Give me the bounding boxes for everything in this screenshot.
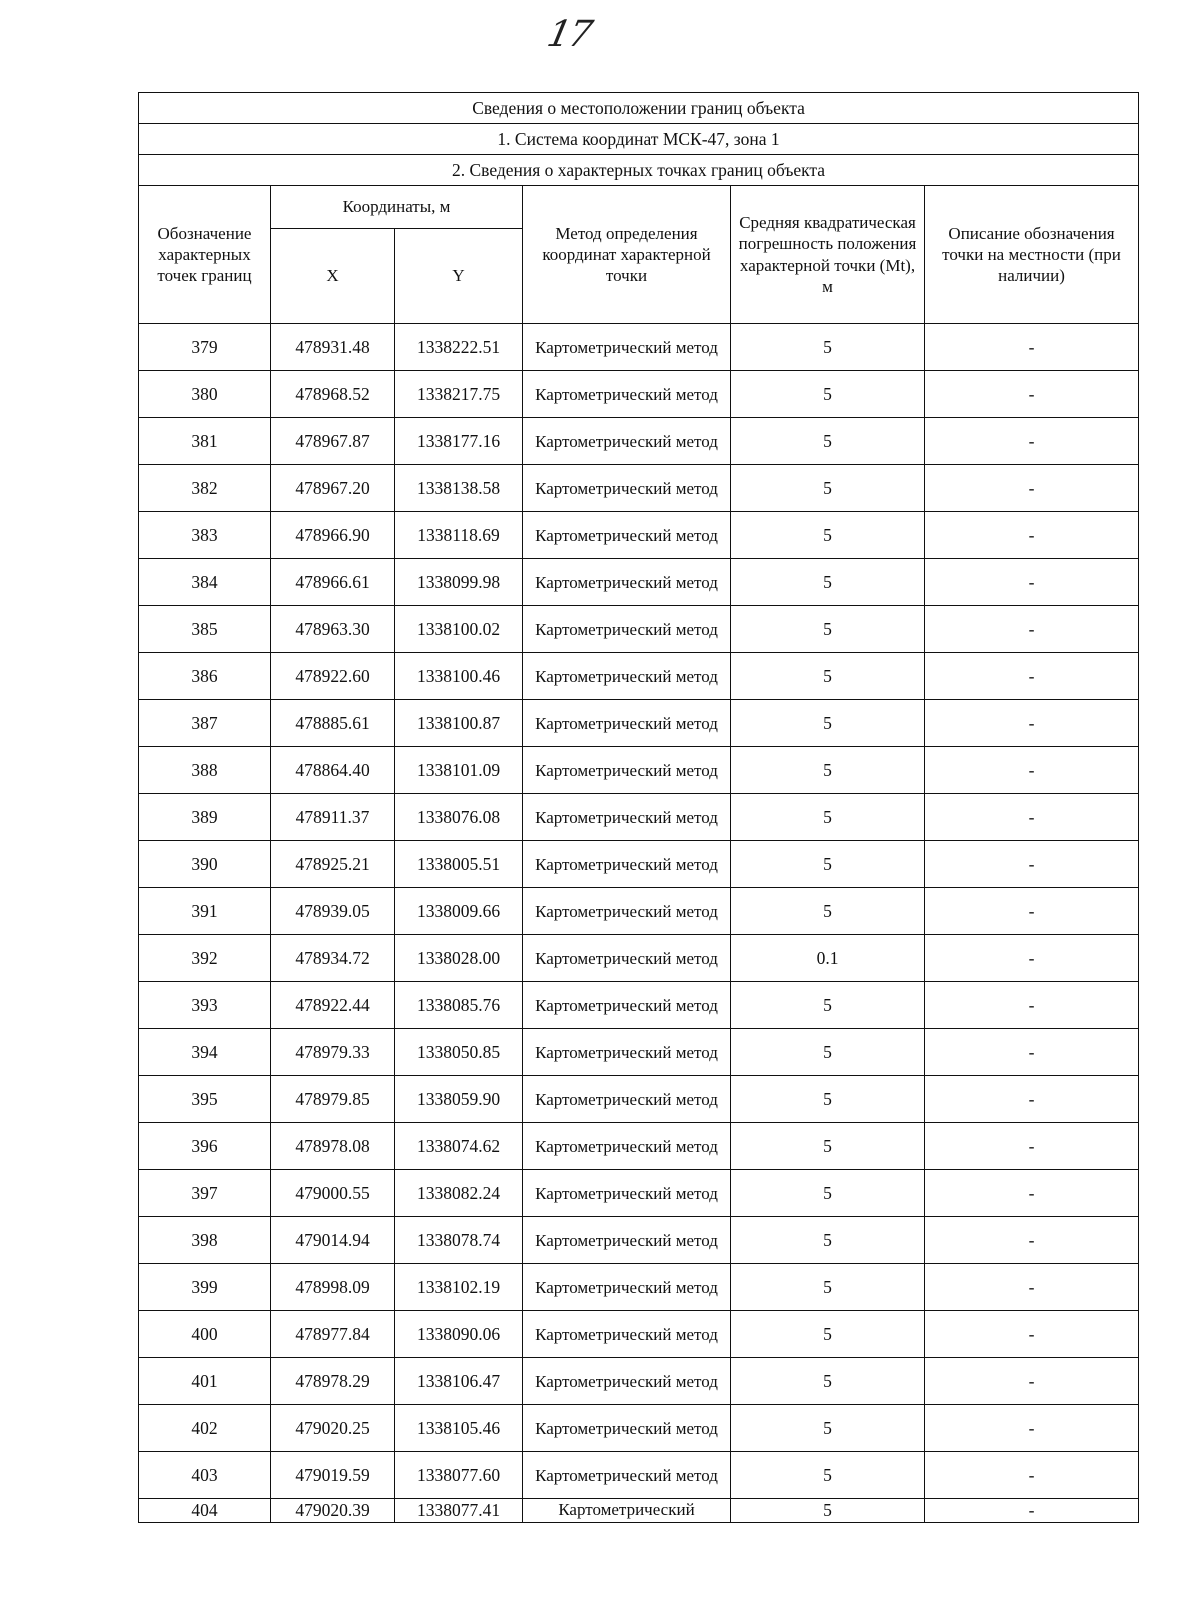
cell-method: Картометрический метод <box>523 1264 731 1311</box>
cell-method: Картометрический метод <box>523 606 731 653</box>
table-row <box>139 1452 1139 1499</box>
table-row-partial <box>139 1499 1139 1523</box>
header-description: Описание обозначения точки на местности (при наличии) <box>925 186 1139 324</box>
table-row <box>139 700 1139 747</box>
cell-point: 400 <box>139 1311 271 1358</box>
cell-error: 0.1 <box>731 935 925 982</box>
cell-point: 386 <box>139 653 271 700</box>
cell-point: 396 <box>139 1123 271 1170</box>
header-error: Средняя квадратическая погрешность положения характерной точки (Mt), м <box>731 186 925 324</box>
cell-x: 478968.52 <box>271 371 395 418</box>
cell-error: 5 <box>731 324 925 371</box>
cell-y: 1338100.46 <box>395 653 523 700</box>
cell-y: 1338101.09 <box>395 747 523 794</box>
cell-x: 478979.85 <box>271 1076 395 1123</box>
cell-method: Картометрический метод <box>523 1405 731 1452</box>
cell-method: Картометрический метод <box>523 324 731 371</box>
cell-method: Картометрический метод <box>523 1217 731 1264</box>
cell-description: - <box>925 935 1139 982</box>
cell-error: 5 <box>731 747 925 794</box>
cell-method: Картометрический метод <box>523 841 731 888</box>
cell-description: - <box>925 1405 1139 1452</box>
header-x: X <box>271 229 395 324</box>
table-row <box>139 606 1139 653</box>
cell-description: - <box>925 324 1139 371</box>
cell-x: 478864.40 <box>271 747 395 794</box>
cell-point: 403 <box>139 1452 271 1499</box>
cell-x: 479020.39 <box>271 1499 395 1523</box>
cell-y: 1338028.00 <box>395 935 523 982</box>
cell-error: 5 <box>731 653 925 700</box>
cell-method: Картометрический метод <box>523 1358 731 1405</box>
cell-x: 478966.61 <box>271 559 395 606</box>
cell-x: 479000.55 <box>271 1170 395 1217</box>
cell-error: 5 <box>731 1264 925 1311</box>
cell-x: 478967.87 <box>271 418 395 465</box>
cell-description: - <box>925 794 1139 841</box>
table-row <box>139 841 1139 888</box>
table-row <box>139 1123 1139 1170</box>
cell-description: - <box>925 747 1139 794</box>
cell-x: 479020.25 <box>271 1405 395 1452</box>
cell-method: Картометрический метод <box>523 700 731 747</box>
cell-error: 5 <box>731 700 925 747</box>
cell-description: - <box>925 1076 1139 1123</box>
cell-description: - <box>925 841 1139 888</box>
cell-point: 379 <box>139 324 271 371</box>
cell-error: 5 <box>731 1170 925 1217</box>
table-row <box>139 888 1139 935</box>
cell-method: Картометрический метод <box>523 1311 731 1358</box>
header-row-1 <box>139 186 1139 229</box>
cell-error: 5 <box>731 559 925 606</box>
cell-y: 1338059.90 <box>395 1076 523 1123</box>
cell-description: - <box>925 1123 1139 1170</box>
cell-method: Картометрический метод <box>523 888 731 935</box>
cell-error: 5 <box>731 1358 925 1405</box>
cell-description: - <box>925 1029 1139 1076</box>
cell-description: - <box>925 888 1139 935</box>
cell-point: 381 <box>139 418 271 465</box>
cell-description: - <box>925 1358 1139 1405</box>
cell-method: Картометрический метод <box>523 512 731 559</box>
cell-method: Картометрический метод <box>523 1123 731 1170</box>
cell-error: 5 <box>731 606 925 653</box>
cell-description: - <box>925 1311 1139 1358</box>
cell-error: 5 <box>731 1076 925 1123</box>
cell-x: 478922.60 <box>271 653 395 700</box>
cell-error: 5 <box>731 418 925 465</box>
cell-point: 395 <box>139 1076 271 1123</box>
cell-y: 1338105.46 <box>395 1405 523 1452</box>
cell-error: 5 <box>731 512 925 559</box>
cell-error: 5 <box>731 982 925 1029</box>
cell-x: 478967.20 <box>271 465 395 512</box>
cell-description: - <box>925 1170 1139 1217</box>
cell-description: - <box>925 700 1139 747</box>
cell-point: 391 <box>139 888 271 935</box>
cell-y: 1338100.02 <box>395 606 523 653</box>
cell-method: Картометрический метод <box>523 1029 731 1076</box>
cell-error: 5 <box>731 794 925 841</box>
cell-error: 5 <box>731 1123 925 1170</box>
cell-x: 478998.09 <box>271 1264 395 1311</box>
table-row <box>139 1405 1139 1452</box>
cell-description: - <box>925 465 1139 512</box>
cell-error: 5 <box>731 1405 925 1452</box>
cell-y: 1338050.85 <box>395 1029 523 1076</box>
cell-x: 478925.21 <box>271 841 395 888</box>
table-row <box>139 982 1139 1029</box>
cell-method: Картометрический метод <box>523 935 731 982</box>
cell-method: Картометрический метод <box>523 747 731 794</box>
cell-y: 1338222.51 <box>395 324 523 371</box>
table-title-row <box>139 93 1139 124</box>
page-number <box>543 14 595 55</box>
cell-point: 384 <box>139 559 271 606</box>
cell-x: 478939.05 <box>271 888 395 935</box>
cell-method: Картометрический метод <box>523 465 731 512</box>
cell-description: - <box>925 1499 1139 1523</box>
cell-point: 392 <box>139 935 271 982</box>
points-section-label: 2. Сведения о характерных точках границ объекта <box>139 155 1139 186</box>
cell-method: Картометрический метод <box>523 1076 731 1123</box>
header-point: Обозначение характерных точек границ <box>139 186 271 324</box>
cell-method: Картометрический метод <box>523 653 731 700</box>
cell-point: 380 <box>139 371 271 418</box>
cell-method: Картометрический метод <box>523 982 731 1029</box>
cell-point: 402 <box>139 1405 271 1452</box>
cell-y: 1338118.69 <box>395 512 523 559</box>
cell-x: 479019.59 <box>271 1452 395 1499</box>
cell-point: 397 <box>139 1170 271 1217</box>
cell-description: - <box>925 371 1139 418</box>
table-row <box>139 1217 1139 1264</box>
header-method: Метод определения координат характерной точки <box>523 186 731 324</box>
cell-point: 389 <box>139 794 271 841</box>
table-row <box>139 653 1139 700</box>
cell-error: 5 <box>731 888 925 935</box>
cell-y: 1338177.16 <box>395 418 523 465</box>
cell-description: - <box>925 1452 1139 1499</box>
points-section-row <box>139 155 1139 186</box>
cell-description: - <box>925 418 1139 465</box>
cell-y: 1338077.60 <box>395 1452 523 1499</box>
cell-y: 1338074.62 <box>395 1123 523 1170</box>
cell-y: 1338102.19 <box>395 1264 523 1311</box>
cell-error: 5 <box>731 1311 925 1358</box>
page-number-text: 17 <box>543 14 595 55</box>
table-row <box>139 1029 1139 1076</box>
cell-description: - <box>925 653 1139 700</box>
cell-error: 5 <box>731 465 925 512</box>
cell-point: 385 <box>139 606 271 653</box>
cell-y: 1338099.98 <box>395 559 523 606</box>
cell-x: 478885.61 <box>271 700 395 747</box>
cell-point: 399 <box>139 1264 271 1311</box>
table-row <box>139 935 1139 982</box>
cell-error: 5 <box>731 371 925 418</box>
cell-method: Картометрический метод <box>523 418 731 465</box>
cell-y: 1338076.08 <box>395 794 523 841</box>
cell-y: 1338106.47 <box>395 1358 523 1405</box>
cell-method: Картометрический <box>523 1499 731 1523</box>
cell-x: 478977.84 <box>271 1311 395 1358</box>
cell-x: 478931.48 <box>271 324 395 371</box>
cell-description: - <box>925 982 1139 1029</box>
table-row <box>139 512 1139 559</box>
cell-point: 383 <box>139 512 271 559</box>
cell-y: 1338082.24 <box>395 1170 523 1217</box>
cell-error: 5 <box>731 1499 925 1523</box>
cell-y: 1338217.75 <box>395 371 523 418</box>
cell-y: 1338009.66 <box>395 888 523 935</box>
cell-method: Картометрический метод <box>523 1170 731 1217</box>
cell-point: 390 <box>139 841 271 888</box>
cell-y: 1338090.06 <box>395 1311 523 1358</box>
cell-error: 5 <box>731 1029 925 1076</box>
boundary-points-table <box>138 92 1139 1523</box>
cell-description: - <box>925 606 1139 653</box>
cell-y: 1338138.58 <box>395 465 523 512</box>
cell-y: 1338005.51 <box>395 841 523 888</box>
header-coordinates: Координаты, м <box>271 186 523 229</box>
table-row <box>139 794 1139 841</box>
cell-x: 478922.44 <box>271 982 395 1029</box>
cell-method: Картометрический метод <box>523 794 731 841</box>
table-title: Сведения о местоположении границ объекта <box>139 93 1139 124</box>
cell-method: Картометрический метод <box>523 371 731 418</box>
table-row <box>139 1076 1139 1123</box>
table-row <box>139 1311 1139 1358</box>
table-row <box>139 324 1139 371</box>
coordinate-system-row <box>139 124 1139 155</box>
cell-y: 1338077.41 <box>395 1499 523 1523</box>
cell-point: 388 <box>139 747 271 794</box>
table-row <box>139 465 1139 512</box>
cell-x: 478963.30 <box>271 606 395 653</box>
cell-point: 401 <box>139 1358 271 1405</box>
table-row <box>139 1358 1139 1405</box>
cell-method: Картометрический метод <box>523 559 731 606</box>
cell-x: 478911.37 <box>271 794 395 841</box>
cell-method: Картометрический метод <box>523 1452 731 1499</box>
cell-point: 393 <box>139 982 271 1029</box>
cell-description: - <box>925 1264 1139 1311</box>
cell-x: 478978.08 <box>271 1123 395 1170</box>
cell-x: 478966.90 <box>271 512 395 559</box>
cell-point: 394 <box>139 1029 271 1076</box>
table-row <box>139 747 1139 794</box>
table-row <box>139 559 1139 606</box>
cell-x: 478934.72 <box>271 935 395 982</box>
cell-y: 1338100.87 <box>395 700 523 747</box>
cell-description: - <box>925 1217 1139 1264</box>
coordinate-system-label: 1. Система координат МСК-47, зона 1 <box>139 124 1139 155</box>
cell-point: 404 <box>139 1499 271 1523</box>
table-row <box>139 418 1139 465</box>
cell-point: 387 <box>139 700 271 747</box>
header-y: Y <box>395 229 523 324</box>
cell-x: 479014.94 <box>271 1217 395 1264</box>
cell-point: 398 <box>139 1217 271 1264</box>
cell-y: 1338078.74 <box>395 1217 523 1264</box>
table-row <box>139 1170 1139 1217</box>
cell-error: 5 <box>731 841 925 888</box>
table-row <box>139 371 1139 418</box>
cell-y: 1338085.76 <box>395 982 523 1029</box>
cell-point: 382 <box>139 465 271 512</box>
table-row <box>139 1264 1139 1311</box>
cell-error: 5 <box>731 1217 925 1264</box>
cell-description: - <box>925 512 1139 559</box>
cell-x: 478979.33 <box>271 1029 395 1076</box>
cell-description: - <box>925 559 1139 606</box>
cell-x: 478978.29 <box>271 1358 395 1405</box>
table-body <box>139 93 1139 1523</box>
cell-error: 5 <box>731 1452 925 1499</box>
